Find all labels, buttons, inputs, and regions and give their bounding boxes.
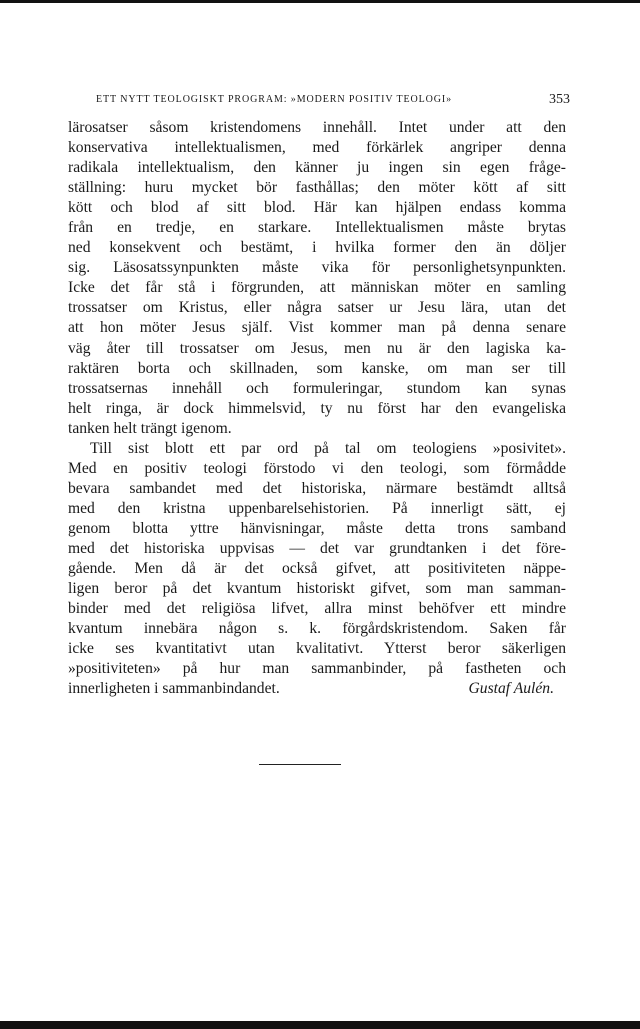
body-text [68,118,566,699]
text-line: att hon möter Jesus själf. Vist kommer man på denna senare [68,319,566,337]
scan-border-top [0,0,640,3]
end-rule [259,764,341,765]
text-line: ligen beror på det kvantum historiskt gifvet, som man samman- [68,580,566,598]
text-line: med den kristna uppenbarelsehistorien. På innerligt sätt, ej [68,499,566,517]
text-line: från en tredje, en starkare. Intellektualismen måste brytas [68,219,566,237]
text-line: helt ringa, är dock himmelsvid, ty nu först har den evangeliska [68,399,566,417]
text-line: binder med det religiösa lifvet, allra minst behöfver ett mindre [68,600,566,618]
page-number: 353 [549,92,570,107]
text-line: trossatsernas innehåll och formuleringar, stundom kan synas [68,379,566,397]
text-line: konservativa intellektualismen, med förkärlek angriper denna [68,139,566,157]
text-line: gående. Men då är det också gifvet, att positiviteten näppe- [68,560,566,578]
text-line: lärosatser såsom kristendomens innehåll. Intet under att den [68,119,566,136]
text-line: ned konsekvent och bestämt, i hvilka former den än döljer [68,239,566,257]
text-line: Med en positiv teologi förstodo vi den teologi, som förmådde [68,459,566,477]
text-line: ställning: huru mycket bör fasthållas; den möter kött af sitt [68,179,566,197]
running-title: ETT NYTT TEOLOGISKT PROGRAM: »MODERN POSITIV TEOLOGI» [96,94,453,105]
text-line: tanken helt trängt igenom. [68,419,232,437]
paragraph-start-line: Till sist blott ett par ord på tal om teologiens »posivitet». [90,439,566,457]
text-line: kött och blod af sitt blod. Här kan hjälpen endass komma [68,199,566,217]
text-line: trossatser om Kristus, eller några satser ur Jesu lära, utan det [68,299,566,317]
author-signature: Gustaf Aulén. [468,680,554,697]
text-line: radikala intellektualism, den känner ju ingen sin egen fråge- [68,159,566,177]
scan-border-bottom [0,1021,640,1029]
text-line: bevara sambandet med det historiska, närmare bestämdt alltså [68,479,566,497]
text-line: Icke det får stå i förgrunden, att människan möter en samling [68,279,566,297]
text-line: kvantum innebära någon s. k. förgårdskristendom. Saken får [68,620,566,638]
text-line: med det historiska uppvisas — det var grundtanken i det före- [68,539,566,557]
text-line: sig. Läsosatssynpunkten måste vika för personlighetsynpunkten. [68,259,566,277]
text-line: väg åter till trossatser om Jesus, men nu är den lagiska ka- [68,339,566,357]
text-line: innerligheten i sammanbindandet. [68,680,280,698]
text-line: icke ses kvantitativt utan kvalitativt. Ytterst beror säkerligen [68,640,566,658]
text-line: genom blotta yttre hänvisningar, måste detta trons samband [68,519,566,537]
text-line: raktären borta och skillnaden, som kanske, om man ser till [68,359,566,377]
text-line: »positiviteten» på hur man sammanbinder, på fastheten och [68,660,566,678]
running-head [96,92,570,112]
